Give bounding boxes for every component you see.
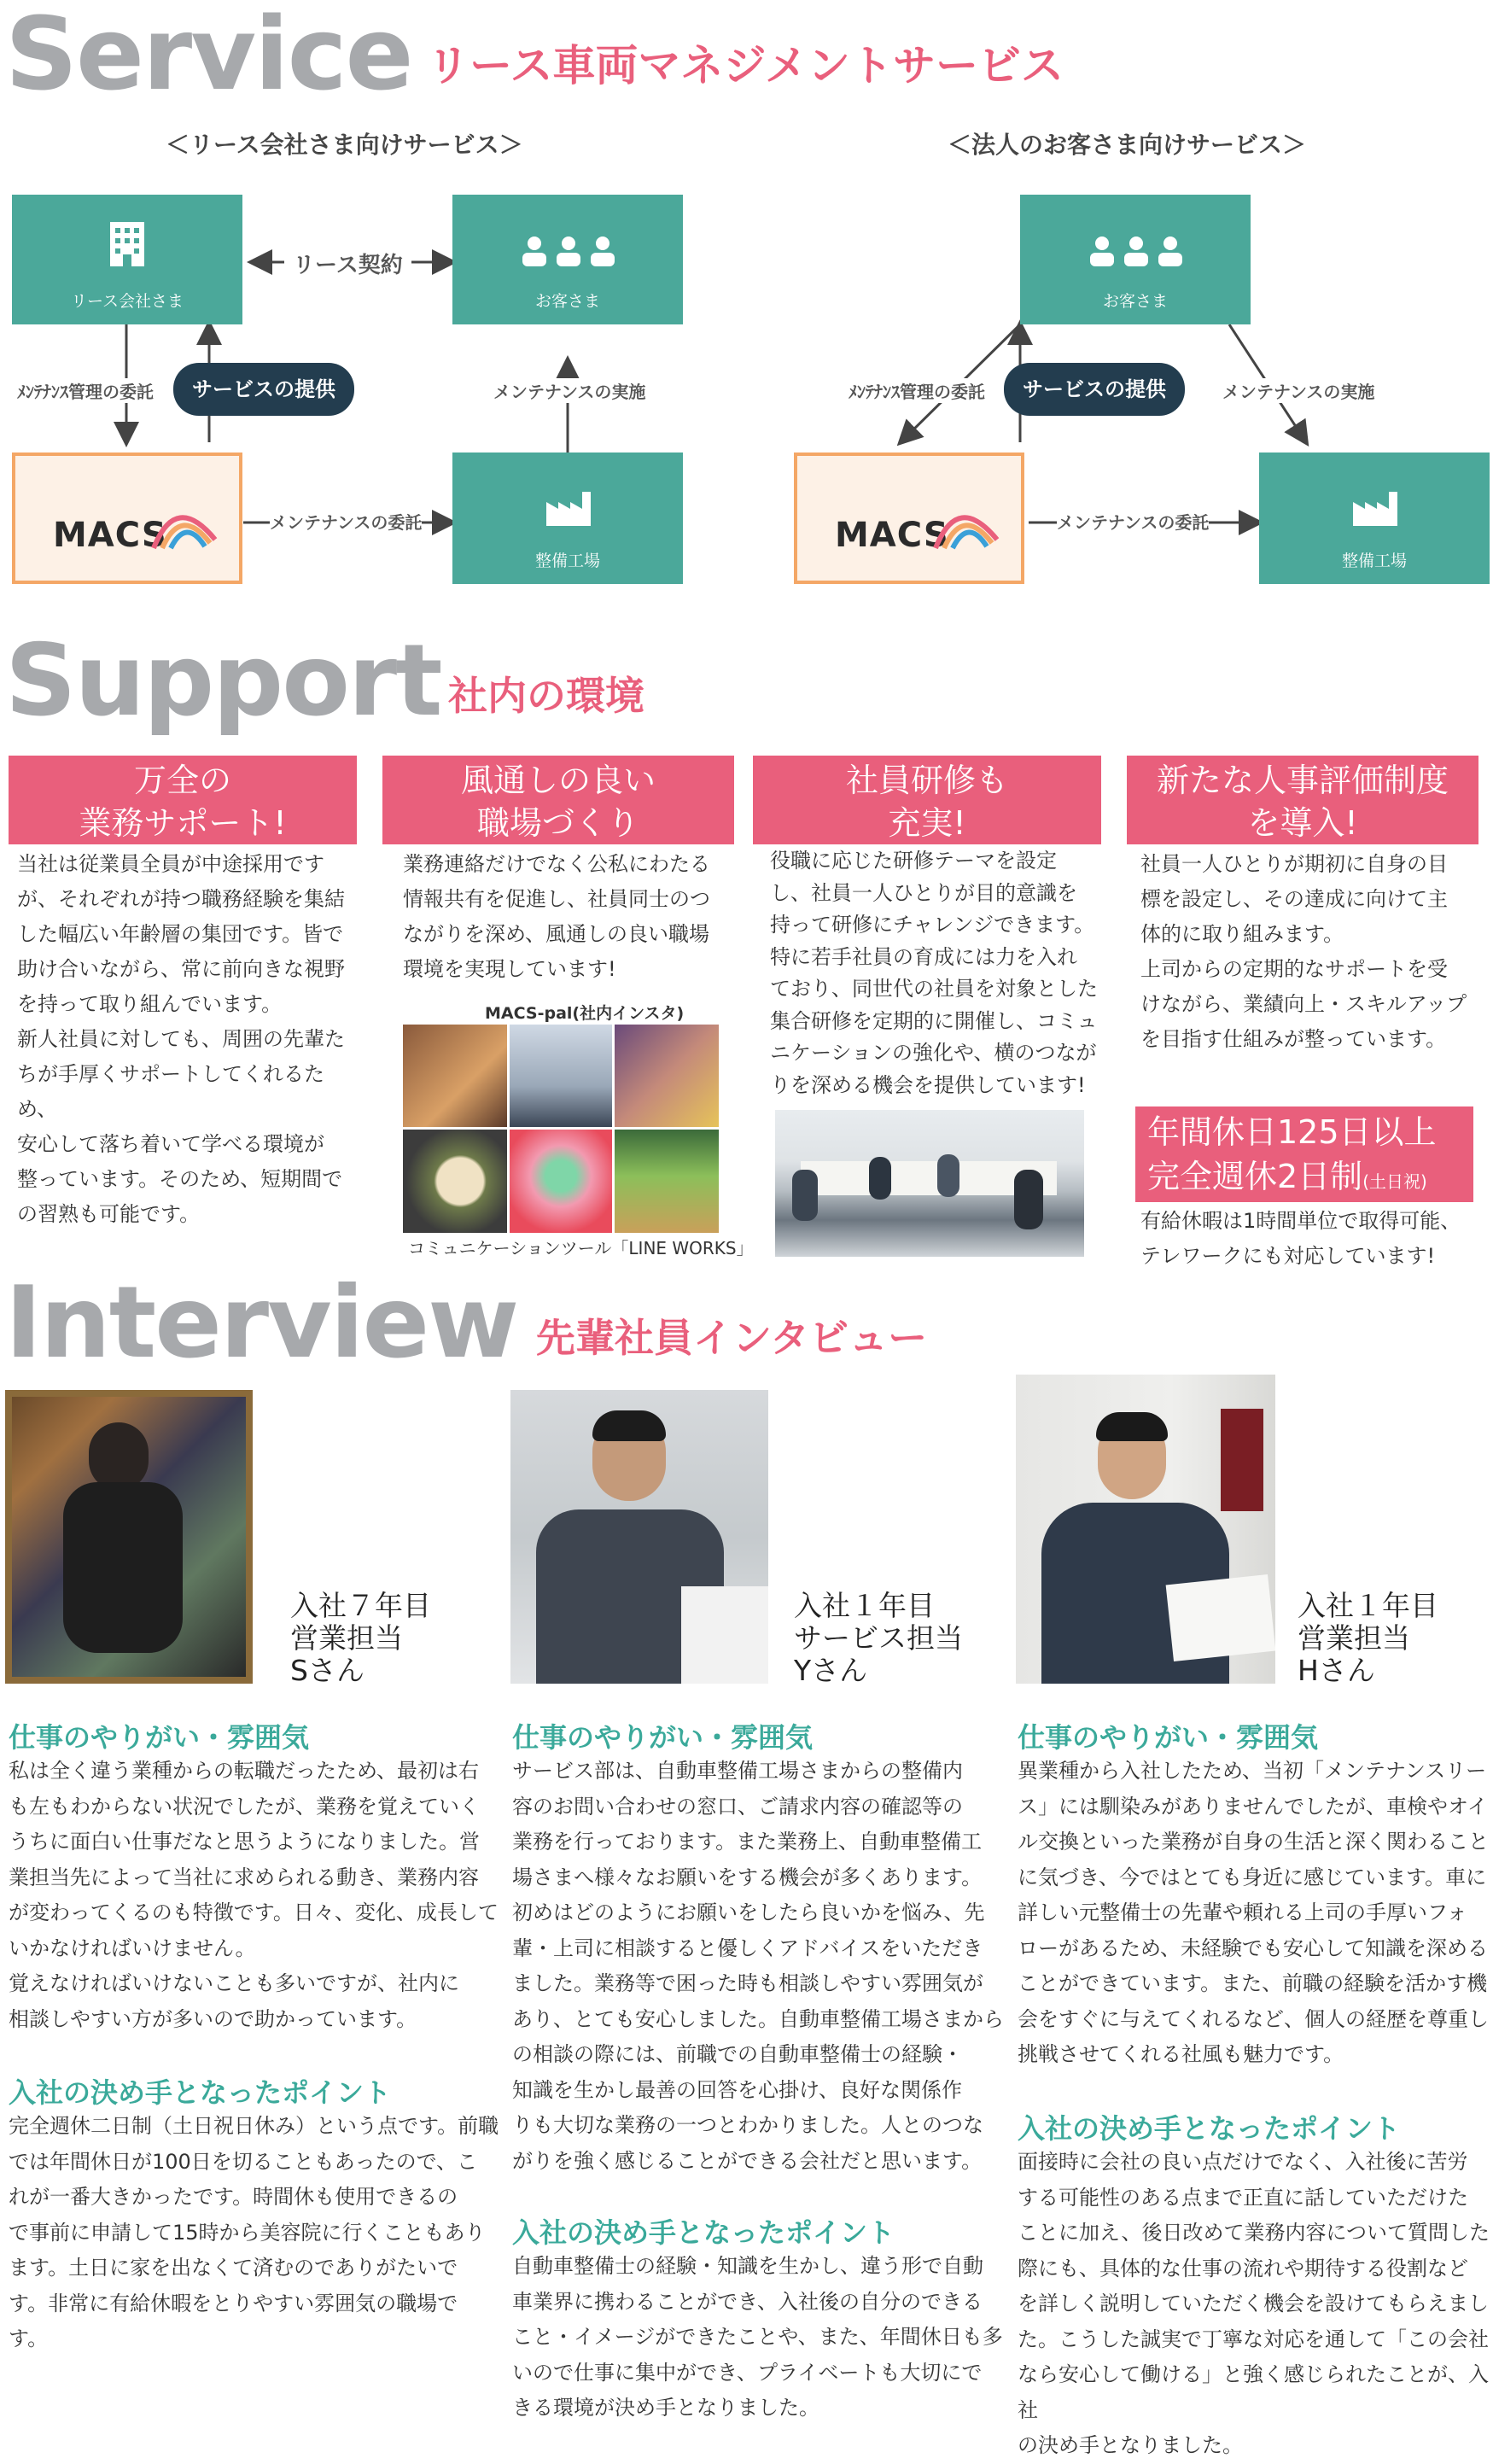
- support-col4-title2: を導入!: [1247, 804, 1358, 842]
- holiday-text: [1140, 1204, 1482, 1274]
- label-line: Yさん: [794, 1654, 868, 1687]
- text-line: する可能性のある点まで正直に話していただけた: [1018, 2185, 1468, 2210]
- maint-impl-label-left: メンテナンスの実施: [493, 378, 645, 403]
- customer-box-left: [452, 195, 683, 324]
- text-line: がりを強く感じることができる会社だと思います。: [512, 2148, 983, 2173]
- text-line: 標を設定し、その達成に向けて主: [1140, 887, 1448, 911]
- macs-rainbow-icon: [932, 500, 1000, 552]
- text-line: きる環境が決め手となりました。: [512, 2396, 819, 2420]
- support-col4-header: [1127, 756, 1478, 844]
- text-line: 車業界に携わることができ、入社後の自分のできる: [512, 2289, 983, 2314]
- person-photo-h: [1016, 1375, 1275, 1684]
- text-line: けながら、業績向上・スキルアップ: [1140, 992, 1467, 1016]
- text-line: 完全週休二日制（土日祝日休み）という点です。前職: [9, 2114, 499, 2138]
- person-label-s: [290, 1590, 431, 1687]
- text-line: 覚えなければいけないことも多いですが、社内に: [9, 1971, 459, 1995]
- support-col3-text: [770, 845, 1105, 1101]
- macs-pal-gallery: [403, 1025, 719, 1233]
- service-heading: Service: [5, 0, 412, 113]
- label-line: Hさん: [1298, 1654, 1375, 1687]
- text-line: で事前に申請して15時から美容院に行くこともあり: [9, 2220, 486, 2245]
- label-line: 入社７年目: [290, 1589, 431, 1622]
- holiday-box: [1135, 1106, 1473, 1202]
- workshop-label-right: 整備工場: [1341, 552, 1407, 570]
- text-line: す。非常に有給休暇をとりやすい雰囲気の職場で: [9, 2291, 458, 2315]
- customer-label-right: お客さま: [1102, 292, 1168, 311]
- person-s-p2: [9, 2109, 504, 2357]
- text-line: 容のお問い合わせの窓口、ご請求内容の確認等の: [512, 1794, 963, 1819]
- text-line: 挑戦させてくれる社風も魅力です。: [1018, 2042, 1344, 2066]
- gallery-caption: コミュニケーションツール「LINE WORKS」: [408, 1238, 754, 1258]
- holiday-line2-small: (土日祝): [1362, 1171, 1427, 1192]
- workshop-box-left: [452, 453, 683, 584]
- text-line: うちに面白い仕事だなと思うようになりました。営: [9, 1830, 480, 1854]
- people-icon: [521, 236, 616, 270]
- text-line: 知識を生かし最善の回答を心掛け、良好な関係作: [512, 2077, 963, 2102]
- person-h-h2: 入社の決め手となったポイント: [1018, 2112, 1401, 2145]
- text-line: 相談しやすい方が多いので助かっています。: [9, 2006, 417, 2031]
- text-line: 上司からの定期的なサポートを受: [1140, 957, 1448, 981]
- macs-logo-text: MACS: [835, 516, 949, 555]
- gallery-photo: [403, 1025, 507, 1127]
- text-line: ました。業務等で困った時も相談しやすい雰囲気が: [512, 1971, 983, 1995]
- factory-icon: [1351, 490, 1399, 528]
- text-line: し、社員一人ひとりが目的意識を: [770, 880, 1077, 905]
- person-y-h2: 入社の決め手となったポイント: [512, 2216, 895, 2249]
- gallery-title: MACS-pal(社内インスタ): [485, 1004, 685, 1023]
- right-diagram-title: ＜法人のお客さま向けサービス＞: [948, 131, 1307, 159]
- support-col1-title2: 業務サポート!: [79, 804, 287, 842]
- text-line: も左もわからない状況でしたが、業務を覚えていく: [9, 1794, 480, 1819]
- person-h-p2: [1018, 2145, 1492, 2464]
- left-diagram-title: ＜リース会社さま向けサービス＞: [166, 131, 523, 159]
- text-line: ことに加え、後日改めて業務内容について質問した: [1018, 2221, 1490, 2245]
- person-photo-y: [510, 1390, 768, 1684]
- person-h-h1: 仕事のやりがい・雰囲気: [1018, 1721, 1319, 1754]
- text-line: の習熟も可能です。: [17, 1202, 201, 1226]
- text-line: れが一番大きかったです。時間休も使用できるの: [9, 2185, 458, 2209]
- text-line: を詳しく説明していただく機会を設けてもらえまし: [1018, 2292, 1489, 2315]
- holiday-line1: 年間休日125日以上: [1147, 1113, 1437, 1151]
- text-line: した幅広い年齢層の集団です。皆で: [17, 922, 344, 946]
- text-line: 体的に取り組みます。: [1140, 922, 1344, 946]
- text-line: の相談の際には、前職での自動車整備士の経験・: [512, 2042, 963, 2066]
- text-line: を目指す仕組みが整っています。: [1140, 1027, 1447, 1051]
- maint-outsource-label-left: メンテナンスの委託: [270, 509, 422, 534]
- text-line: の決め手となりました。: [1018, 2433, 1243, 2457]
- support-subtitle: 社内の環境: [448, 673, 644, 719]
- text-line: りを深める機会を提供しています!: [770, 1072, 1086, 1097]
- support-col1-header: [9, 756, 357, 844]
- text-line: 業担当先によって当社に求められる動き、業務内容: [9, 1865, 480, 1889]
- maint-outsource-label-right: メンテナンスの委託: [1057, 509, 1209, 534]
- label-line: 入社１年目: [794, 1589, 935, 1622]
- support-col1-title1: 万全の: [133, 762, 231, 799]
- interview-subtitle: 先輩社員インタビュー: [536, 1315, 928, 1361]
- text-line: ニケーションの強化や、横のつなが: [770, 1041, 1097, 1065]
- training-photo: [775, 1110, 1084, 1257]
- text-line: 異業種から入社したため、当初「メンテナンスリー: [1018, 1759, 1487, 1783]
- text-line: を持って取り組んでいます。: [17, 992, 283, 1016]
- person-photo-s: [5, 1390, 253, 1684]
- text-line: が変わってくるのも特徴です。日々、変化、成長して: [9, 1901, 499, 1924]
- support-heading: Support: [5, 623, 441, 739]
- interview-heading: Interview: [5, 1265, 518, 1381]
- text-line: 当社は従業員全員が中途採用です: [17, 852, 324, 876]
- label-line: 入社１年目: [1298, 1589, 1438, 1622]
- support-col4-text: [1140, 847, 1482, 1057]
- text-line: 特に若手社員の育成には力を入れ: [770, 944, 1077, 969]
- text-line: 新人社員に対しても、周囲の先輩た: [17, 1027, 345, 1051]
- label-line: Sさん: [290, 1654, 365, 1687]
- support-col1-text: [17, 847, 359, 1232]
- person-s-h2: 入社の決め手となったポイント: [9, 2076, 392, 2109]
- person-y-p1: [512, 1754, 1007, 2179]
- gallery-photo: [510, 1025, 612, 1127]
- text-line: ます。土日に家を出なくて済むのでありがたいで: [9, 2256, 458, 2280]
- text-line: テレワークにも対応しています!: [1140, 1244, 1436, 1268]
- text-line: 初めはどのようにお願いをしたら良いかを悩み、先: [512, 1901, 985, 1924]
- workshop-box-right: [1259, 453, 1490, 584]
- support-col2-title2: 職場づくり: [476, 804, 639, 842]
- text-line: ことができています。また、前職の経験を活かす機: [1018, 1971, 1488, 1995]
- text-line: ス」には馴染みがありませんでしたが、車検やオイ: [1018, 1794, 1488, 1819]
- service-provide-pill-left: サービスの提供: [173, 363, 354, 416]
- text-line: 私は全く違う業種からの転職だったため、最初は右: [9, 1759, 480, 1783]
- label-line: 営業担当: [1298, 1621, 1410, 1655]
- text-line: 自動車整備士の経験・知識を生かし、違う形で自動: [512, 2254, 983, 2278]
- text-line: が、それぞれが持つ職務経験を集結: [17, 887, 345, 911]
- person-label-h: [1298, 1590, 1438, 1687]
- maint-mgmt-label-right: ﾒﾝﾃﾅﾝｽ管理の委託: [849, 378, 985, 403]
- person-y-p2: [512, 2249, 1007, 2426]
- text-line: では年間休日が100日を切ることもあったので、こ: [9, 2149, 478, 2174]
- macs-rainbow-icon: [150, 500, 219, 552]
- text-line: 有給休暇は1時間単位で取得可能、: [1140, 1209, 1461, 1233]
- text-line: こと・イメージができたことや、また、年間休日も多: [512, 2325, 1003, 2349]
- label-line: サービス担当: [794, 1621, 963, 1655]
- people-icon: [1088, 236, 1184, 270]
- text-line: 輩・上司に相談すると優しくアドバイスをいただき: [512, 1936, 983, 1960]
- person-s-p1: [9, 1754, 504, 2037]
- text-line: 環境を実現しています!: [403, 957, 616, 981]
- text-line: あり、とても安心しました。自動車整備工場さまから: [512, 2006, 1004, 2031]
- text-line: 集合研修を定期的に開催し、コミュ: [770, 1008, 1098, 1033]
- text-line: 役職に応じた研修テーマを設定: [770, 849, 1057, 873]
- text-line: 面接時に会社の良い点だけでなく、入社後に苦労: [1018, 2150, 1468, 2174]
- text-line: 会をすぐに与えてくれるなど、個人の経歴を尊重し: [1018, 2006, 1489, 2031]
- macs-box-right: [794, 453, 1024, 584]
- text-line: いので仕事に集中ができ、プライベートも大切にで: [512, 2360, 983, 2385]
- text-line: た。こうした誠実で丁寧な対応を通して「この会社: [1018, 2327, 1489, 2351]
- text-line: ローがあるため、未経験でも安心して知識を深める: [1018, 1936, 1489, 1960]
- text-line: 詳しい元整備士の先輩や頼れる上司の手厚いフォ: [1018, 1901, 1467, 1924]
- holiday-line2-main: 完全週休2日制: [1147, 1158, 1363, 1195]
- person-label-y: [794, 1590, 963, 1687]
- gallery-photo: [403, 1130, 507, 1233]
- text-line: ちが手厚くサポートしてくれるため、: [17, 1062, 324, 1121]
- text-line: 場さまへ様々なお願いをする機会が多くあります。: [512, 1865, 983, 1889]
- macs-box-left: [12, 453, 242, 584]
- holiday-line2: [1147, 1154, 1473, 1204]
- person-s-h1: 仕事のやりがい・雰囲気: [9, 1721, 310, 1754]
- text-line: サービス部は、自動車整備工場さまからの整備内: [512, 1759, 963, 1783]
- text-line: ル交換といった業務が自身の生活と深く関わること: [1018, 1830, 1489, 1854]
- lease-company-label: リース会社さま: [70, 292, 184, 311]
- text-line: す。: [9, 2327, 49, 2350]
- customer-box-right: [1020, 195, 1251, 324]
- lease-company-box: [12, 195, 242, 324]
- workshop-label-left: 整備工場: [534, 552, 600, 570]
- gallery-photo: [615, 1025, 719, 1127]
- macs-logo-text: MACS: [53, 516, 167, 555]
- person-y-h1: 仕事のやりがい・雰囲気: [512, 1721, 814, 1754]
- support-col3-title1: 社員研修も: [845, 762, 1008, 799]
- label-line: 営業担当: [290, 1621, 403, 1655]
- text-line: 持って研修にチャレンジできます。: [770, 913, 1095, 937]
- person-h-p1: [1018, 1754, 1492, 2073]
- support-col2-text: [403, 847, 736, 987]
- building-icon: [108, 220, 146, 268]
- text-line: 際にも、具体的な仕事の流れや期待する役割など: [1018, 2256, 1468, 2280]
- text-line: 業務を行っております。また業務上、自動車整備工: [512, 1830, 983, 1854]
- support-col4-title1: 新たな人事評価制度: [1156, 762, 1449, 799]
- maint-impl-label-right: メンテナンスの実施: [1222, 378, 1374, 403]
- text-line: 業務連絡だけでなく公私にわたる: [403, 852, 710, 876]
- text-line: 助け合いながら、常に前向きな視野: [17, 957, 345, 981]
- customer-label-left: お客さま: [534, 292, 600, 311]
- support-col2-header: [382, 756, 734, 844]
- support-col3-title2: 充実!: [888, 804, 966, 842]
- text-line: 整っています。そのため、短期間で: [17, 1167, 343, 1191]
- text-line: 社員一人ひとりが期初に自身の目: [1140, 852, 1448, 876]
- text-line: ており、同世代の社員を対象とした: [770, 977, 1098, 1001]
- support-col2-title1: 風通しの良い: [460, 762, 656, 799]
- text-line: ながりを深め、風通しの良い職場: [403, 922, 710, 946]
- text-line: いかなければいけません。: [9, 1936, 256, 1960]
- text-line: 安心して落ち着いて学べる環境が: [17, 1132, 324, 1156]
- service-provide-pill-right: サービスの提供: [1004, 363, 1185, 416]
- factory-icon: [545, 490, 592, 528]
- maint-mgmt-label-left: ﾒﾝﾃﾅﾝｽ管理の委託: [17, 378, 154, 403]
- gallery-photo: [615, 1130, 719, 1233]
- gallery-photo: [510, 1130, 612, 1233]
- text-line: に気づき、今ではとても身近に感じています。車に: [1018, 1865, 1487, 1889]
- lease-contract-label: リース契約: [284, 248, 411, 279]
- service-subtitle: リース車両マネジメントサービス: [427, 41, 1064, 91]
- text-line: りも大切な業務の一つとわかりました。人とのつな: [512, 2113, 983, 2137]
- support-col3-header: [753, 756, 1101, 844]
- text-line: なら安心して働ける」と強く感じられたことが、入社: [1018, 2362, 1489, 2422]
- text-line: 情報共有を促進し、社員同士のつ: [403, 887, 710, 911]
